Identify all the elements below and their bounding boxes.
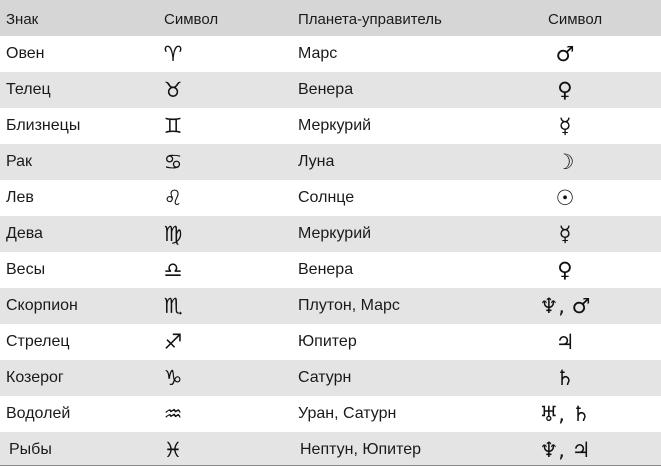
taurus-icon: ♉︎ <box>163 78 183 102</box>
mercury-icon: ☿ <box>558 114 572 138</box>
header-symbol: Символ <box>164 11 219 28</box>
ruler-name: Плутон, Марс <box>298 297 400 314</box>
libra-icon: ♎︎ <box>163 258 183 282</box>
sign-name: Дева <box>6 225 43 242</box>
neptune-jupiter-icon: ♆, ♃ <box>539 438 591 462</box>
aquarius-icon: ♒︎ <box>163 402 183 426</box>
saturn-icon: ♄ <box>555 366 575 390</box>
table-row <box>0 180 661 216</box>
table-row <box>0 216 661 252</box>
moon-icon: ☽ <box>555 150 575 174</box>
jupiter-icon: ♃ <box>555 330 575 354</box>
sign-name: Козерог <box>6 369 64 386</box>
ruler-name: Меркурий <box>298 117 372 134</box>
header-sign: Знак <box>6 11 39 28</box>
ruler-name: Сатурн <box>298 369 352 386</box>
table-row <box>0 360 661 396</box>
sign-name: Лев <box>6 189 34 206</box>
sign-name: Скорпион <box>6 297 78 314</box>
venus-icon: ♀ <box>557 258 573 282</box>
table-row <box>0 144 661 180</box>
sign-name: Стрелец <box>6 333 70 350</box>
table-row <box>0 108 661 144</box>
aries-icon: ♈︎ <box>163 42 183 66</box>
table-row <box>0 288 661 324</box>
sign-name: Рак <box>6 153 33 170</box>
ruler-name: Марс <box>298 45 338 62</box>
header-ruler: Планета-управитель <box>298 11 442 28</box>
table-row <box>0 432 661 466</box>
leo-icon: ♌︎ <box>163 186 183 210</box>
sign-name: Рыбы <box>9 441 52 458</box>
table-row <box>0 36 661 72</box>
header-ruler-symbol: Символ <box>548 11 603 28</box>
gemini-icon: ♊︎ <box>163 114 183 138</box>
sign-name: Весы <box>6 261 46 278</box>
ruler-name: Меркурий <box>298 225 372 242</box>
ruler-name: Нептун, Юпитер <box>300 441 422 458</box>
ruler-name: Венера <box>298 81 354 98</box>
pisces-icon: ♓︎ <box>163 438 183 462</box>
sign-name: Водолей <box>6 405 71 422</box>
sign-name: Близнецы <box>6 117 81 134</box>
table-row <box>0 324 661 360</box>
table-row <box>0 396 661 432</box>
table-row <box>0 72 661 108</box>
sun-icon: ☉ <box>555 186 575 210</box>
sign-name: Овен <box>6 45 45 62</box>
sign-name: Телец <box>6 81 51 98</box>
cancer-icon: ♋︎ <box>163 150 183 174</box>
ruler-name: Луна <box>298 153 335 170</box>
sagittarius-icon: ♐︎ <box>163 330 183 354</box>
ruler-name: Юпитер <box>298 333 357 350</box>
table-row <box>0 252 661 288</box>
ruler-name: Солнце <box>298 189 355 206</box>
ruler-name: Уран, Сатурн <box>298 405 397 422</box>
table-header-row <box>0 0 661 36</box>
scorpio-icon: ♏︎ <box>163 294 183 318</box>
virgo-icon: ♍︎ <box>163 222 183 246</box>
mercury-icon: ☿ <box>558 222 572 246</box>
pluto-mars-icon: ♆, ♂ <box>539 294 591 318</box>
capricorn-icon: ♑︎ <box>163 366 183 390</box>
venus-icon: ♀ <box>557 78 573 102</box>
ruler-name: Венера <box>298 261 354 278</box>
mars-icon: ♂ <box>555 42 575 66</box>
uranus-saturn-icon: ♅, ♄ <box>539 402 591 426</box>
